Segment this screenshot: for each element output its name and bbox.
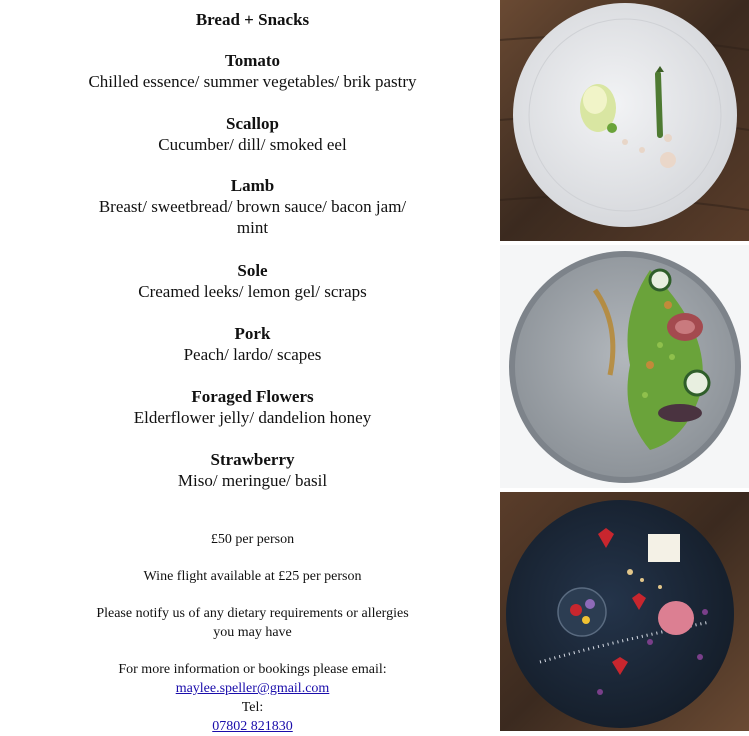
course-scallop bbox=[0, 113, 505, 155]
course-name: Lamb bbox=[230, 176, 275, 195]
email-line bbox=[0, 679, 505, 698]
tomato-dish-image bbox=[500, 0, 749, 241]
course-description: Chilled essence/ summer vegetables/ brik pastry bbox=[88, 72, 417, 91]
course-name: Pork bbox=[234, 324, 271, 343]
strawberry-dish-image bbox=[500, 492, 749, 731]
info-text: For more information or bookings please email: bbox=[118, 662, 387, 677]
course-description: Creamed leeks/ lemon gel/ scraps bbox=[138, 282, 367, 301]
dietary-notice bbox=[0, 604, 505, 642]
course-description: Cucumber/ dill/ smoked eel bbox=[158, 135, 347, 154]
course-strawberry bbox=[0, 449, 505, 491]
course-name: Scallop bbox=[226, 114, 279, 133]
dietary-text-line2: you may have bbox=[213, 625, 292, 640]
tel-link[interactable]: 07802 821830 bbox=[212, 719, 293, 734]
course-description: Peach/ lardo/ scapes bbox=[183, 345, 322, 364]
course-name: Strawberry bbox=[210, 450, 295, 469]
price-line bbox=[0, 530, 505, 549]
course-description-continued: mint bbox=[236, 218, 269, 237]
dish-photo-tomato bbox=[500, 0, 749, 241]
lamb-dish-image bbox=[500, 245, 749, 488]
dish-photo-strawberry bbox=[500, 492, 749, 731]
course-name: Tomato bbox=[224, 51, 281, 70]
course-bread-snacks bbox=[0, 9, 505, 30]
course-description: Elderflower jelly/ dandelion honey bbox=[133, 408, 372, 427]
price-text: £50 per person bbox=[210, 532, 295, 547]
tel-label: Tel: bbox=[241, 700, 264, 715]
contact-info bbox=[0, 660, 505, 736]
course-description: Breast/ sweetbread/ brown sauce/ bacon jam/ bbox=[98, 197, 407, 216]
course-name: Bread + Snacks bbox=[195, 10, 310, 29]
dish-photo-lamb bbox=[500, 245, 749, 488]
wine-flight-line bbox=[0, 567, 505, 586]
course-description: Miso/ meringue/ basil bbox=[177, 471, 328, 490]
course-pork bbox=[0, 323, 505, 365]
course-tomato bbox=[0, 50, 505, 92]
course-name: Foraged Flowers bbox=[191, 387, 314, 406]
course-sole bbox=[0, 260, 505, 302]
course-foraged-flowers bbox=[0, 386, 505, 428]
wine-flight-text: Wine flight available at £25 per person bbox=[143, 569, 362, 584]
course-lamb bbox=[0, 175, 505, 238]
dietary-text-line1: Please notify us of any dietary requirements or allergies bbox=[96, 606, 409, 621]
tel-line bbox=[0, 698, 505, 736]
course-name: Sole bbox=[237, 261, 268, 280]
email-link[interactable]: maylee.speller@gmail.com bbox=[175, 681, 330, 696]
